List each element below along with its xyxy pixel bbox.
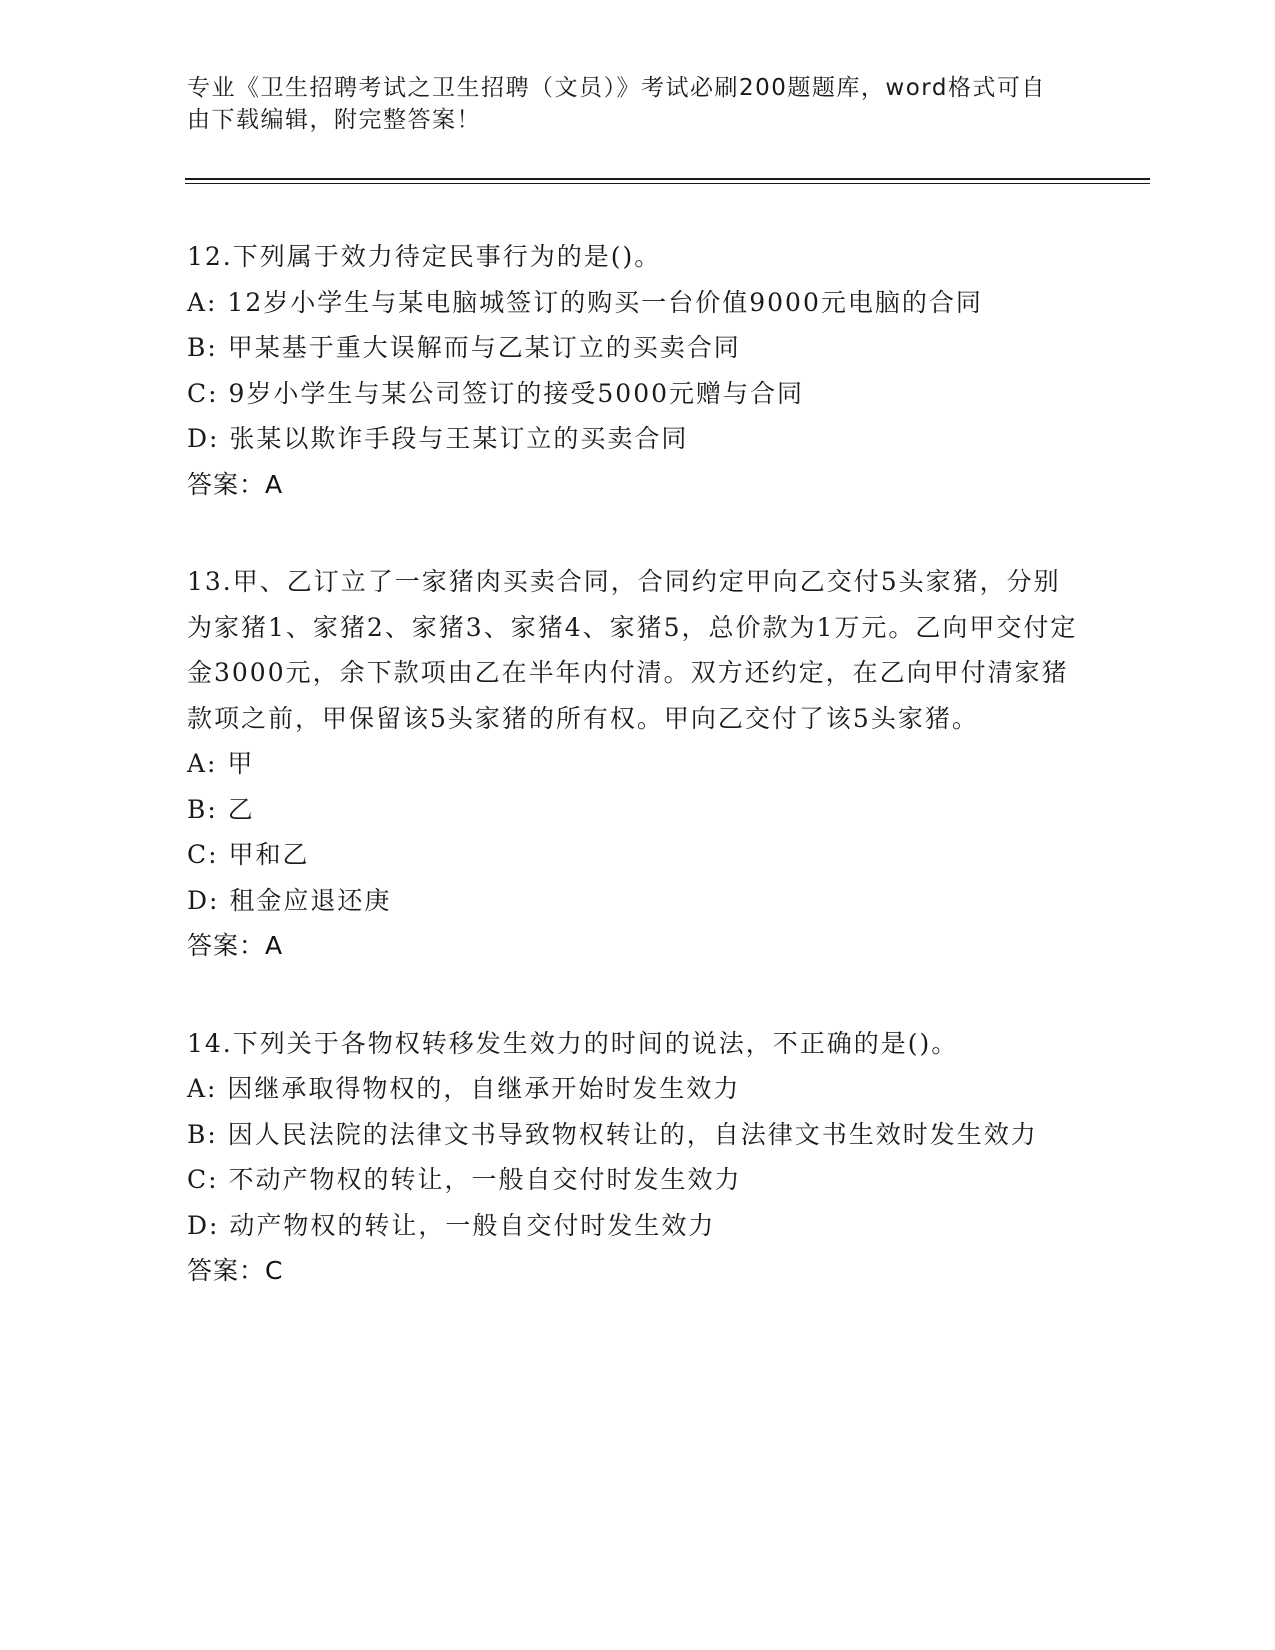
option-c: C: 不动产物权的转让，一般自交付时发生效力 <box>187 1165 742 1194</box>
header-divider-thin <box>185 183 1150 184</box>
option-b: B: 因人民法院的法律文书导致物权转让的，自法律文书生效时发生效力 <box>187 1119 1038 1149</box>
header-divider-thick <box>185 178 1150 180</box>
option-b: B: 甲某基于重大误解而与乙某订立的买卖合同 <box>187 333 741 362</box>
option-c: C: 甲和乙 <box>187 840 310 869</box>
question-stem: 12.下列属于效力待定民事行为的是()。 <box>187 242 662 271</box>
option-a: A: 12岁小学生与某电脑城签订的购买一台价值9000元电脑的合同 <box>187 287 983 317</box>
question-13 <box>187 559 1082 969</box>
option-b: B: 乙 <box>187 794 255 824</box>
option-a: A: 因继承取得物权的，自继承开始时发生效力 <box>187 1074 741 1103</box>
question-14 <box>187 1021 1082 1294</box>
answer-line: 答案：C <box>187 1256 284 1285</box>
question-list <box>187 234 1082 1346</box>
option-c: C: 9岁小学生与某公司签订的接受5000元赠与合同 <box>187 378 805 408</box>
question-stem: 14.下列关于各物权转移发生效力的时间的说法，不正确的是()。 <box>187 1028 959 1058</box>
question-stem: 13.甲、乙订立了一家猪肉买卖合同，合同约定甲向乙交付5头家猪，分别为家猪1、家猪2、家猪3、家猪4、家猪5，总价款为1万元。乙向甲交付定金3000元，余下款项由乙在半年内付清。双方还约定，在乙向甲付清家猪款项之前，甲保留该5头家猪的所有权。甲向乙交付了该5头家猪。 <box>187 567 1078 733</box>
option-a: A: 甲 <box>187 749 255 778</box>
answer-line: 答案：A <box>187 469 284 499</box>
option-d: D: 租金应退还庚 <box>187 885 392 915</box>
document-header: 专业《卫生招聘考试之卫生招聘（文员）》考试必刷200题题库，word格式可自由下载编辑，附完整答案！ <box>187 75 1046 133</box>
answer-line: 答案：A <box>187 931 284 960</box>
option-d: D: 动产物权的转让，一般自交付时发生效力 <box>187 1210 716 1240</box>
question-12 <box>187 234 1082 507</box>
option-d: D: 张某以欺诈手段与王某订立的买卖合同 <box>187 424 689 453</box>
